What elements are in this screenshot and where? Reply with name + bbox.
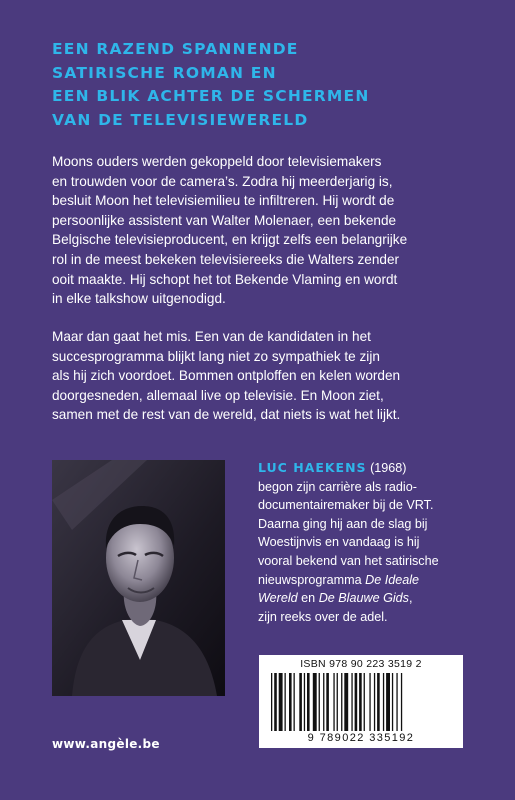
bio-line — [258, 589, 503, 608]
tagline-line: EEN RAZEND SPANNENDE — [52, 40, 299, 58]
barcode-bar — [392, 673, 393, 731]
author-name: LUC HAEKENS — [258, 460, 367, 475]
barcode-bar — [386, 673, 390, 731]
barcode-bar — [333, 673, 334, 731]
author-bio — [258, 459, 503, 626]
barcode-bar — [304, 673, 305, 731]
barcode-bars — [271, 673, 451, 731]
publisher-website[interactable]: www.angèle.be — [52, 737, 160, 751]
barcode-bar — [383, 673, 384, 731]
bio-heading-line — [258, 459, 503, 478]
bio-line: Woestijnvis en vandaag is hij — [258, 535, 420, 550]
blurb-line: Moons ouders werden gekoppeld door televisiemakers — [52, 154, 382, 169]
barcode-bar — [344, 673, 348, 731]
blurb-line: doorgesneden, allemaal live op televisie. En Moon ziet, — [52, 387, 384, 403]
bio-line: vooral bekend van het satirische — [258, 553, 439, 568]
barcode-bar — [279, 673, 283, 731]
bio-line: documentairemaker bij de VRT. — [258, 498, 434, 513]
barcode-bar — [374, 673, 375, 731]
barcode-bar — [313, 673, 317, 731]
blurb-line: persoonlijke assistent van Walter Molenaer, een bekende — [52, 212, 397, 228]
barcode-bar — [285, 673, 286, 731]
blurb-line: Belgische televisieproducent, en krijgt zelfs een belangrijke — [52, 232, 408, 248]
bio-line: begon zijn carrière als radio- — [258, 479, 417, 494]
bio-line-text: en — [297, 591, 319, 606]
barcode-bar — [401, 673, 402, 731]
blurb-paragraph-2 — [52, 327, 482, 425]
blurb-line: succesprogramma blijkt lang niet zo sympathiek te zijn — [52, 348, 380, 364]
barcode-bar — [271, 673, 272, 731]
author-birth-year: (1968) — [370, 461, 407, 475]
bio-line: zijn reeks over de adel. — [258, 609, 388, 624]
tagline-line: VAN DE TELEVISIEWERELD — [52, 110, 309, 129]
barcode-bar — [351, 673, 352, 731]
show-title: De Blauwe Gids — [318, 591, 409, 606]
author-photo — [52, 460, 225, 696]
barcode-bar — [364, 673, 365, 731]
barcode-bar — [319, 673, 320, 731]
barcode-bar — [377, 673, 380, 731]
author-portrait-image — [52, 460, 225, 696]
barcode-bar — [307, 673, 310, 731]
tagline-heading — [52, 38, 492, 132]
barcode-bar — [299, 673, 302, 731]
barcode-bar — [294, 673, 295, 731]
bio-line-text: nieuwsprogramma — [258, 572, 366, 587]
bio-line — [258, 571, 503, 590]
blurb-line: Maar dan gaat het mis. Een van de kandidaten in het — [52, 329, 371, 344]
barcode-bar — [274, 673, 277, 731]
tagline-line: SATIRISCHE ROMAN EN — [52, 63, 277, 82]
blurb-line: ooit maakte. Hij schopt het tot Bekende Vlaming en wordt — [52, 271, 398, 287]
barcode-bar — [396, 673, 397, 731]
isbn-label: ISBN 978 90 223 3519 2 — [300, 658, 422, 670]
barcode-bar — [323, 673, 324, 731]
blurb-paragraph-1 — [52, 152, 482, 309]
barcode-bar — [341, 673, 342, 731]
blurb-line: en trouwden voor de camera’s. Zodra hij meerderjarig is, — [52, 173, 393, 189]
barcode-number: 9 789022 335192 — [307, 732, 415, 744]
blurb-line: samen met de rest van de wereld, dat niets is wat het lijkt. — [52, 407, 401, 423]
blurb-line: als hij zich voordoet. Bommen ontploffen en kelen worden — [52, 368, 401, 384]
bio-line-text: , — [408, 591, 413, 606]
tagline-line: EEN BLIK ACHTER DE SCHERMEN — [52, 87, 370, 105]
blurb-line: rol in de meest bekeken televisiereeks die Walters zender — [52, 251, 400, 267]
barcode-bar — [326, 673, 329, 731]
show-title: Wereld — [258, 591, 298, 606]
blurb-line: besluit Moon het televisiemilieu te infiltreren. Hij wordt de — [52, 193, 395, 209]
bio-line: Daarna ging hij aan de slag bij — [258, 516, 428, 531]
barcode-bar — [369, 673, 370, 731]
isbn-barcode — [259, 655, 463, 748]
barcode-bar — [355, 673, 358, 731]
show-title: De Ideale — [365, 572, 420, 587]
barcode-bar — [289, 673, 292, 731]
blurb-line: in elke talkshow uitgenodigd. — [52, 291, 226, 307]
barcode-bar — [359, 673, 362, 731]
barcode-bar — [337, 673, 338, 731]
